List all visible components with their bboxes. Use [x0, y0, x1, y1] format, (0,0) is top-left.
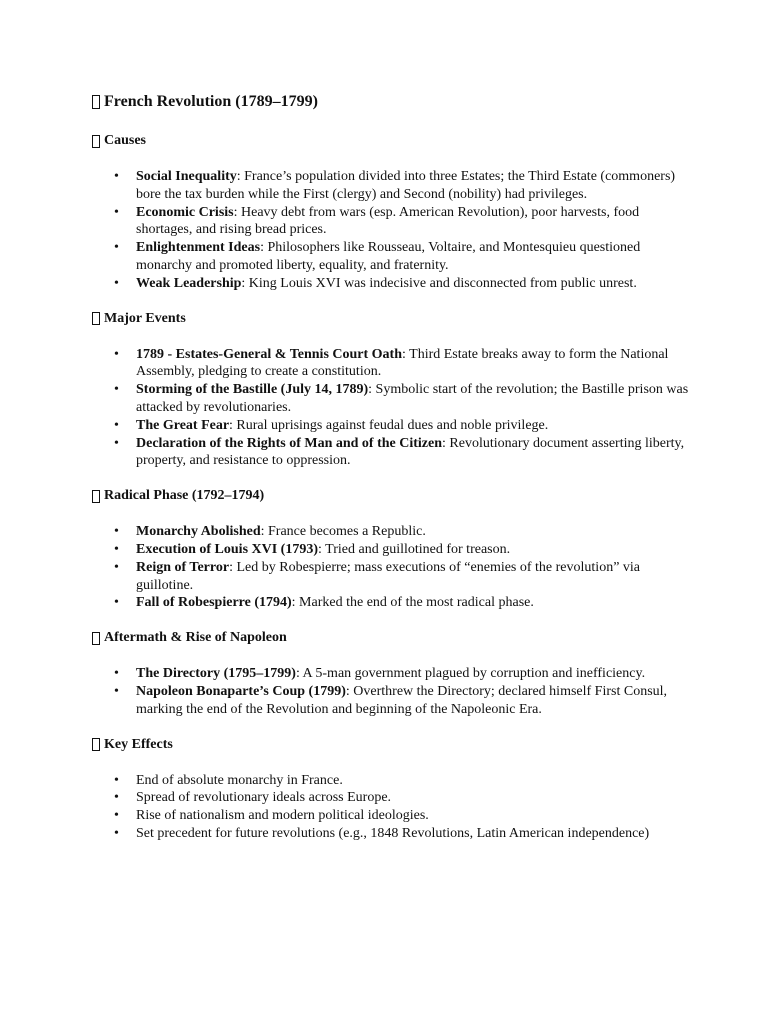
item-term: Monarchy Abolished	[136, 524, 261, 540]
list-item	[90, 772, 690, 790]
list-item	[90, 417, 690, 435]
item-term: The Directory (1795–1799)	[136, 666, 296, 682]
item-text: Rise of nationalism and modern political ideologies.	[136, 808, 429, 824]
bullet-icon: •	[114, 595, 119, 611]
missing-glyph-box-icon	[92, 490, 100, 503]
missing-glyph-box-icon	[92, 135, 100, 148]
item-text: : Philosophers like Rousseau, Voltaire, and Montesquieu questioned monarchy and promoted liberty, equality, and fraternity.	[136, 240, 641, 273]
item-term: The Great Fear	[136, 417, 230, 433]
item-text: : Revolutionary document asserting liberty, property, and resistance to oppression.	[136, 435, 685, 469]
section-heading-text: Major Events	[104, 310, 186, 326]
item-text: Set precedent for future revolutions (e.g., 1848 Revolutions, Latin American independence)	[136, 825, 650, 841]
item-text: : Overthrew the Directory; declared himself First Consul, marking the end of the Revolution and beginning of the Napoleonic Era.	[136, 683, 668, 717]
item-term: Social Inequality	[136, 169, 237, 184]
list-item	[90, 665, 690, 683]
item-term: Economic Crisis	[136, 204, 234, 220]
list-item	[90, 683, 690, 719]
item-text: : Marked the end of the most radical phase.	[291, 595, 534, 611]
bullet-icon: •	[114, 541, 119, 557]
list-item	[90, 789, 690, 807]
bullet-icon: •	[114, 240, 119, 256]
item-text: : France becomes a Republic.	[260, 524, 426, 540]
list-item	[90, 346, 690, 382]
bullet-icon: •	[114, 825, 119, 841]
bullet-icon: •	[114, 169, 119, 184]
item-text: : Tried and guillotined for treason.	[318, 541, 511, 557]
bullet-icon: •	[114, 382, 119, 398]
item-term: Execution of Louis XVI (1793)	[136, 541, 319, 557]
item-term: Reign of Terror	[136, 559, 230, 575]
item-term: Weak Leadership	[136, 275, 242, 291]
bullet-icon: •	[114, 559, 119, 575]
key-effects-list	[90, 772, 690, 843]
list-item	[90, 435, 690, 471]
bullet-icon: •	[114, 683, 119, 699]
causes-list	[90, 168, 690, 293]
section-heading-text: Aftermath & Rise of Napoleon	[104, 630, 287, 646]
list-item	[90, 239, 690, 275]
item-term: Declaration of the Rights of Man and of the Citizen	[136, 435, 443, 451]
bullet-icon: •	[114, 772, 119, 788]
missing-glyph-box-icon	[92, 95, 100, 109]
section-heading-radical-phase	[90, 487, 690, 505]
bullet-icon: •	[114, 790, 119, 806]
document-title	[90, 92, 690, 112]
list-item	[90, 594, 690, 612]
item-text: : Rural uprisings against feudal dues and noble privilege.	[229, 417, 549, 433]
item-text: : Heavy debt from wars (esp. American Revolution), poor harvests, food shortages, and rising bread prices.	[136, 204, 640, 238]
list-item	[90, 559, 690, 595]
document-title-text: French Revolution (1789–1799)	[104, 93, 318, 110]
aftermath-list	[90, 665, 690, 718]
bullet-icon: •	[114, 524, 119, 540]
item-term: Fall of Robespierre (1794)	[136, 595, 292, 611]
bullet-icon: •	[114, 346, 119, 362]
missing-glyph-box-icon	[92, 312, 100, 325]
bullet-icon: •	[114, 275, 119, 291]
section-heading-text: Key Effects	[104, 736, 173, 752]
list-item	[90, 168, 690, 204]
item-text: End of absolute monarchy in France.	[136, 772, 343, 788]
radical-phase-list	[90, 523, 690, 612]
missing-glyph-box-icon	[92, 632, 100, 645]
section-heading-causes	[90, 132, 690, 150]
section-heading-text: Radical Phase (1792–1794)	[104, 488, 265, 504]
list-item	[90, 807, 690, 825]
bullet-icon: •	[114, 204, 119, 220]
list-item	[90, 541, 690, 559]
item-text: : Symbolic start of the revolution; the Bastille prison was attacked by revolutionaries.	[136, 382, 689, 415]
missing-glyph-box-icon	[92, 738, 100, 751]
item-text: Spread of revolutionary ideals across Europe.	[136, 790, 392, 806]
item-term: Storming of the Bastille (July 14, 1789)	[136, 382, 369, 398]
bullet-icon: •	[114, 417, 119, 433]
document-body	[90, 92, 690, 843]
item-term: Enlightenment Ideas	[136, 240, 261, 256]
section-heading-aftermath	[90, 629, 690, 647]
list-item	[90, 825, 690, 843]
list-item	[90, 381, 690, 417]
major-events-list	[90, 346, 690, 471]
item-text: : Led by Robespierre; mass executions of “enemies of the revolution” via guillotine.	[136, 559, 641, 593]
item-text: : France’s population divided into three Estates; the Third Estate (commoners) bore the tax burden while the First (clergy) and Second (nobility) had privileges.	[136, 169, 676, 202]
section-heading-key-effects	[90, 736, 690, 754]
section-heading-major-events	[90, 310, 690, 328]
item-term: 1789 - Estates-General & Tennis Court Oath	[136, 346, 402, 362]
bullet-icon: •	[114, 435, 119, 451]
item-term: Napoleon Bonaparte’s Coup (1799)	[136, 683, 346, 699]
list-item	[90, 204, 690, 240]
item-text: : A 5-man government plagued by corruption and inefficiency.	[295, 666, 646, 682]
bullet-icon: •	[114, 808, 119, 824]
item-text: : King Louis XVI was indecisive and disconnected from public unrest.	[241, 275, 637, 291]
section-heading-text: Causes	[104, 133, 147, 148]
bullet-icon: •	[114, 666, 119, 682]
item-text: : Third Estate breaks away to form the National Assembly, pledging to create a constitution.	[136, 346, 669, 380]
list-item	[90, 523, 690, 541]
list-item	[90, 275, 690, 293]
